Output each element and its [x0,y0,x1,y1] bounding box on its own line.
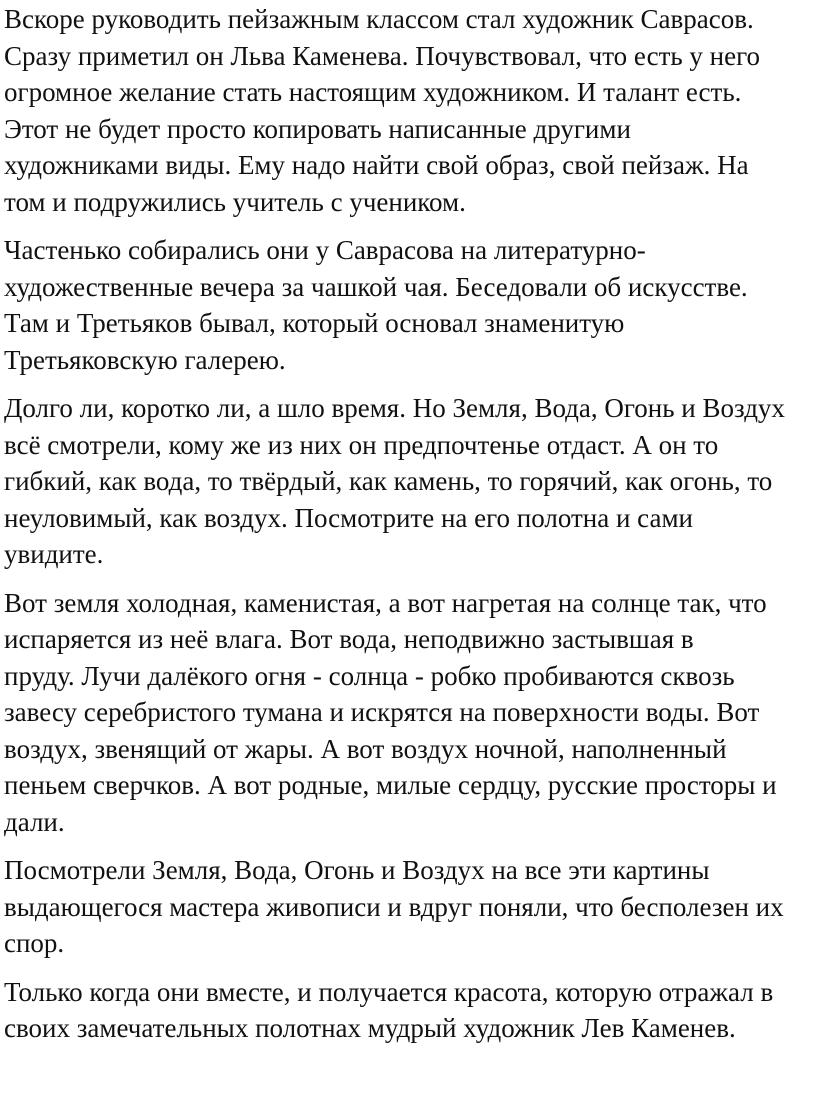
paragraph-1 [4,1,812,220]
text-line: Третьяковскую галерею. [4,344,286,375]
text-line: Вскоре руководить пейзажным классом стал художник Саврасов. [4,4,754,34]
text-line: увидите. [4,539,104,569]
text-line: завесу серебристого тумана и искрятся на поверхности воды. Вот [4,697,760,727]
text-line: испаряется из неё влага. Вот вода, неподвижно застывшая в [4,624,694,654]
text-line: художественные вечера за чашкой чая. Беседовали об искусстве. [4,271,748,302]
text-line: пруду. Лучи далёкого огня - солнца - робко пробиваются сквозь [4,660,735,691]
text-line: выдающегося мастера живописи и вдруг поняли, что бесполезен их [4,891,784,922]
text-line: пеньем сверчков. А вот родные, милые сердцу, русские просторы и [4,770,777,800]
text-line: дали. [4,806,65,837]
text-line: всё смотрели, кому же из них он предпочтенье отдаст. А он то [4,429,719,460]
text-line: спор. [4,928,65,958]
paragraph-3 [4,390,812,573]
paragraph-2 [4,232,812,378]
paragraph-4 [4,585,812,841]
text-line: неуловимый, как воздух. Посмотрите на его полотна и сами [4,502,694,533]
text-line: своих замечательных полотнах мудрый художник Лев Каменев. [4,1013,736,1043]
text-line: том и подружились учитель с учеником. [4,186,466,217]
text-line: Долго ли, коротко ли, а шло время. Но Земля, Вода, Огонь и Воздух [4,393,785,423]
text-line: гибкий, как вода, то твёрдый, как камень, то горячий, как огонь, то [4,466,773,496]
text-line: Вот земля холодная, каменистая, а вот нагретая на солнце так, что [4,587,767,618]
paragraph-6 [4,974,812,1047]
text-line: Частенько собирались они у Саврасова на литературно- [4,235,646,265]
paragraph-5 [4,852,812,962]
text-line: художниками виды. Ему надо найти свой образ, свой пейзаж. На [4,150,749,180]
text-line: воздух, звенящий от жары. А вот воздух ночной, наполненный [4,733,727,764]
text-line: Сразу приметил он Льва Каменева. Почувствовал, что есть у него [4,40,761,71]
text-line: огромное желание стать настоящим художником. И талант есть. [4,77,742,107]
text-line: Там и Третьяков бывал, который основал знаменитую [4,308,625,338]
text-line: Этот не будет просто копировать написанные другими [4,113,631,144]
text-line: Посмотрели Земля, Вода, Огонь и Воздух на все эти картины [4,855,710,885]
text-line: Только когда они вместе, и получается красота, которую отражал в [4,976,774,1007]
